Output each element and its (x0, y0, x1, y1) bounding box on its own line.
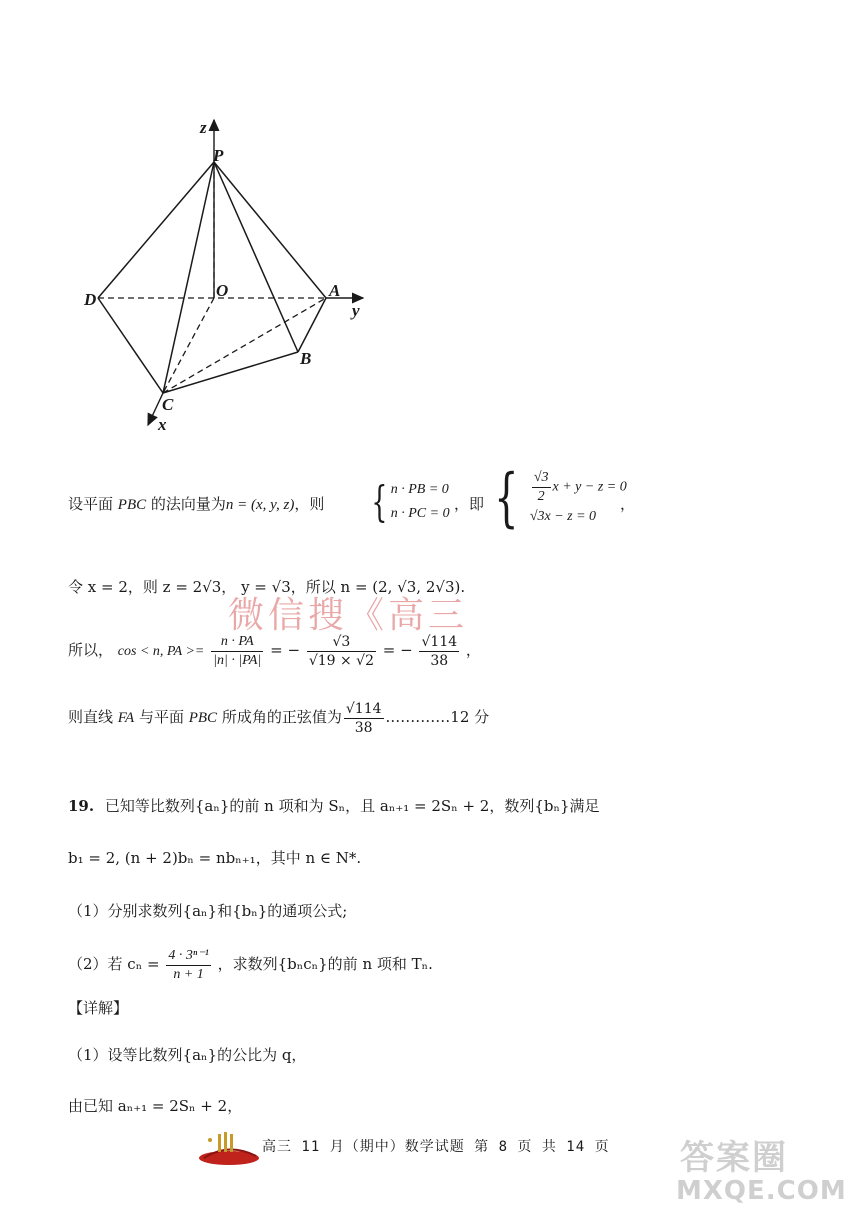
solution-2: 由已知 aₙ₊₁ = 2Sₙ + 2， (68, 1097, 243, 1115)
label-A: A (329, 281, 341, 300)
pyramid-figure (60, 105, 390, 445)
end-comma: ， (620, 495, 636, 513)
let-x-line: 令 x = 2，则 z = 2√3， y = √3，所以 n = (2, √3, 2√3). (68, 578, 466, 596)
watermark: 微信搜《高三 (228, 595, 469, 636)
frac-den: √19 × √2 (308, 652, 375, 669)
frac-num: 4 · 3ⁿ⁻¹ (166, 947, 211, 966)
eq: √3x − z = 0 (529, 508, 597, 524)
text: 则直线 (68, 708, 118, 726)
math-n: n = (x, y, z) (225, 497, 295, 513)
q19-part2 (68, 944, 433, 984)
text: .…………12 分 (385, 708, 490, 726)
text: ，则 (294, 495, 325, 513)
label-x: x (158, 415, 167, 434)
label-C: C (162, 395, 174, 414)
text: = − (382, 641, 413, 659)
frac-num: n · PA (211, 633, 263, 652)
label-B: B (300, 349, 312, 368)
sine-line (68, 697, 489, 738)
detail-heading: 【详解】 (68, 999, 129, 1017)
plane-name: PBC (188, 710, 218, 726)
text: 的法向量为 (146, 495, 226, 513)
corner-watermark-bottom: MXQE.COM (676, 1176, 847, 1206)
system-1: { n · PB = 0 n · PC = 0 (371, 477, 450, 526)
label-y: y (352, 301, 360, 320)
text: 与平面 (134, 708, 189, 726)
text: 所以， (68, 641, 114, 659)
question-text: 已知等比数列{aₙ}的前 n 项和为 Sₙ，且 aₙ₊₁ = 2Sₙ + 2，数列{bₙ}满足 (104, 797, 600, 815)
label-O: O (216, 281, 229, 300)
frac-num: √3 (307, 633, 376, 652)
q19-line1 (68, 796, 600, 816)
cos-expr: cos < n, PA >= (117, 644, 205, 659)
label-P: P (213, 146, 224, 165)
eq: x + y − z = 0 (552, 479, 627, 495)
text: 所成角的正弦值为 (217, 708, 342, 726)
cos-line (68, 630, 481, 672)
frac-den: |n| · |PA| (213, 652, 262, 668)
frac-num: √3 (532, 469, 551, 488)
frac-den: 2 (537, 488, 545, 504)
label-D: D (84, 290, 97, 309)
text: = − (270, 641, 301, 659)
system-2: { $\frac{√3}{2}$ x + y − z = 0 √3x − z = 0 (494, 461, 627, 535)
dashed-OC (163, 298, 214, 393)
text: ， (465, 641, 481, 659)
plane-name: PBC (117, 497, 147, 513)
footer-logo (196, 1128, 262, 1168)
question-number: 19. (68, 797, 95, 815)
text: （2）若 cₙ = (68, 955, 160, 973)
line-name: FA (117, 710, 135, 726)
text: 设平面 (68, 495, 118, 513)
eq: n · PC = 0 (390, 506, 450, 521)
solution-1: （1）设等比数列{aₙ}的公比为 q， (68, 1046, 307, 1064)
frac-num: √114 (421, 633, 458, 650)
corner-watermark-top: 答案圈 (680, 1138, 788, 1178)
frac-den: 38 (430, 652, 449, 669)
q19-part1: （1）分别求数列{aₙ}和{bₙ}的通项公式; (68, 902, 348, 920)
normal-vector-line (68, 494, 324, 515)
frac-den: n + 1 (173, 966, 204, 982)
footer-text: 高三 11 月（期中）数学试题 第 8 页 共 14 页 (262, 1139, 610, 1155)
label-z: z (200, 118, 207, 137)
frac-num: √114 (345, 700, 382, 717)
q19-line2: b₁ = 2, (n + 2)bₙ = nbₙ₊₁，其中 n ∈ N*. (68, 849, 362, 867)
frac-den: 38 (354, 719, 373, 736)
eq: n · PB = 0 (390, 482, 449, 497)
text: ，求数列{bₙcₙ}的前 n 项和 Tₙ. (217, 955, 433, 973)
ji-text: ，即 (454, 495, 485, 513)
